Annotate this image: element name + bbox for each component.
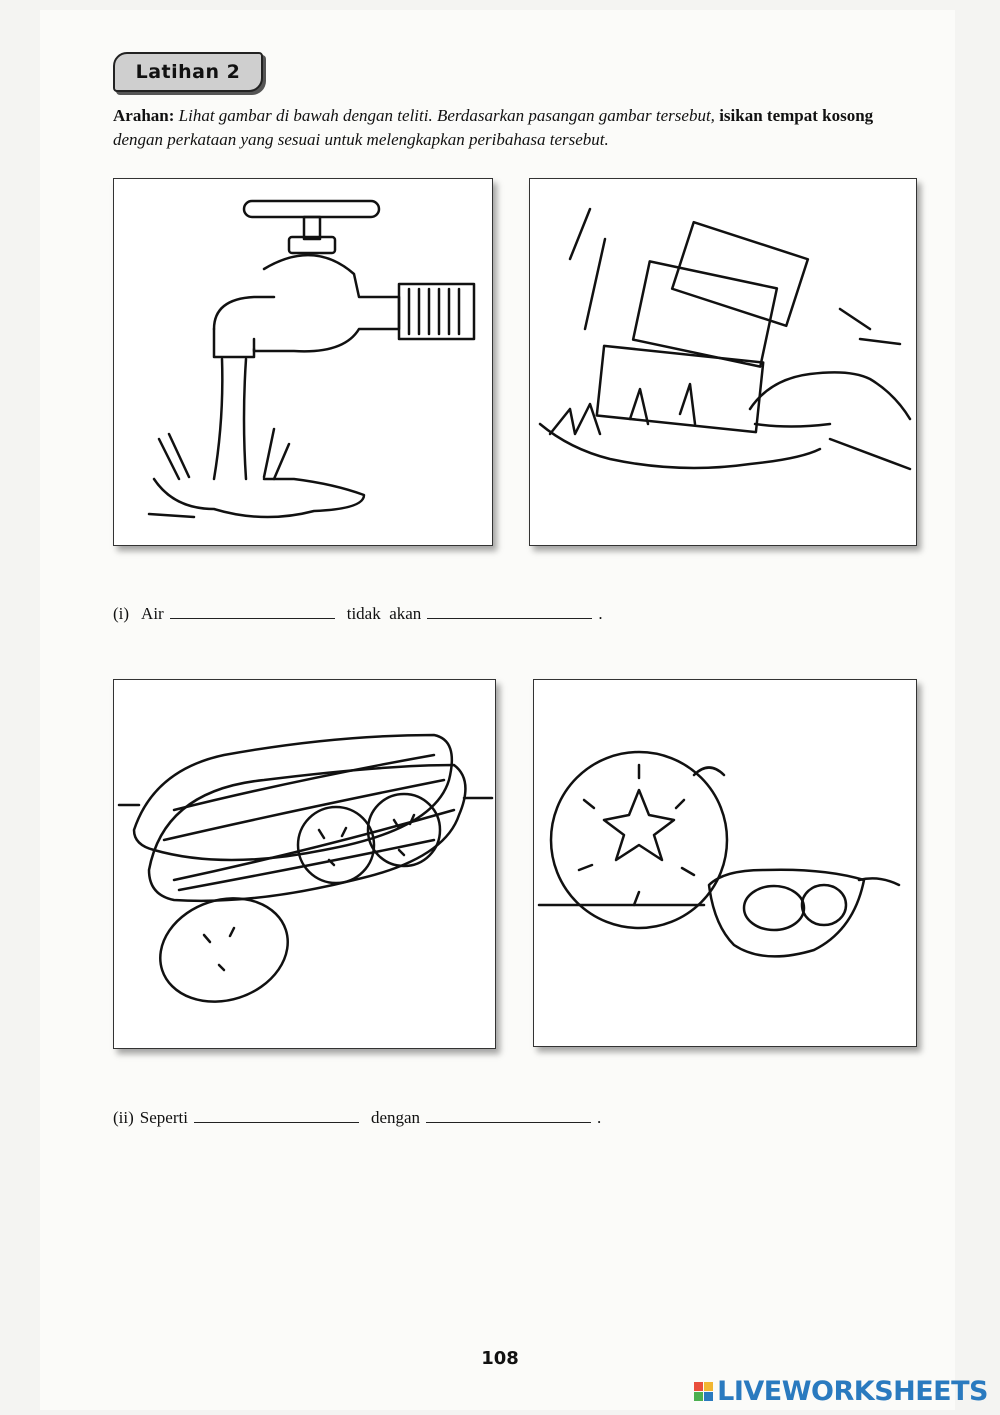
exercise-badge: Latihan 2 xyxy=(113,52,263,92)
water-tap-icon xyxy=(114,179,492,545)
question-1-part2: tidak akan xyxy=(346,604,422,623)
answer-1b-blank[interactable] xyxy=(427,617,592,619)
logo-square-blue xyxy=(704,1392,713,1401)
chopping-water-icon xyxy=(530,179,916,545)
question-1-end: . xyxy=(598,604,603,623)
instructions-lead: Arahan: xyxy=(113,106,175,125)
question-2-part1: Seperti xyxy=(139,1108,188,1127)
liveworksheets-brand xyxy=(694,1376,988,1407)
logo-square-red xyxy=(694,1382,703,1391)
question-1 xyxy=(113,604,603,624)
question-1-number: (i) xyxy=(113,604,130,623)
question-1-part1: Air xyxy=(141,604,164,623)
logo-square-green xyxy=(694,1392,703,1401)
picture-cucumber xyxy=(113,679,496,1049)
instructions xyxy=(113,104,923,152)
answer-2a-blank[interactable] xyxy=(194,1121,359,1123)
logo-square-yellow xyxy=(704,1382,713,1391)
picture-durian xyxy=(533,679,917,1047)
answer-1a-blank[interactable] xyxy=(170,617,335,619)
answer-2b-blank[interactable] xyxy=(426,1121,591,1123)
question-2 xyxy=(113,1108,601,1128)
instructions-text-2: dengan perkataan yang sesuai untuk melengkapkan peribahasa tersebut. xyxy=(113,130,609,149)
durian-icon xyxy=(534,680,916,1046)
question-2-end: . xyxy=(597,1108,602,1127)
picture-water-tap xyxy=(113,178,493,546)
page-number: 108 xyxy=(481,1348,519,1369)
brand-text: LIVEWORKSHEETS xyxy=(717,1376,988,1407)
liveworksheets-logo-icon xyxy=(694,1382,713,1401)
picture-chopping-water xyxy=(529,178,917,546)
instructions-text-1: Lihat gambar di bawah dengan teliti. Berdasarkan pasangan gambar tersebut, xyxy=(174,106,720,125)
cucumber-icon xyxy=(114,680,495,1048)
question-2-part2: dengan xyxy=(370,1108,421,1127)
question-2-number: (ii) xyxy=(113,1108,134,1127)
instructions-bold: isikan tempat kosong xyxy=(719,106,874,125)
